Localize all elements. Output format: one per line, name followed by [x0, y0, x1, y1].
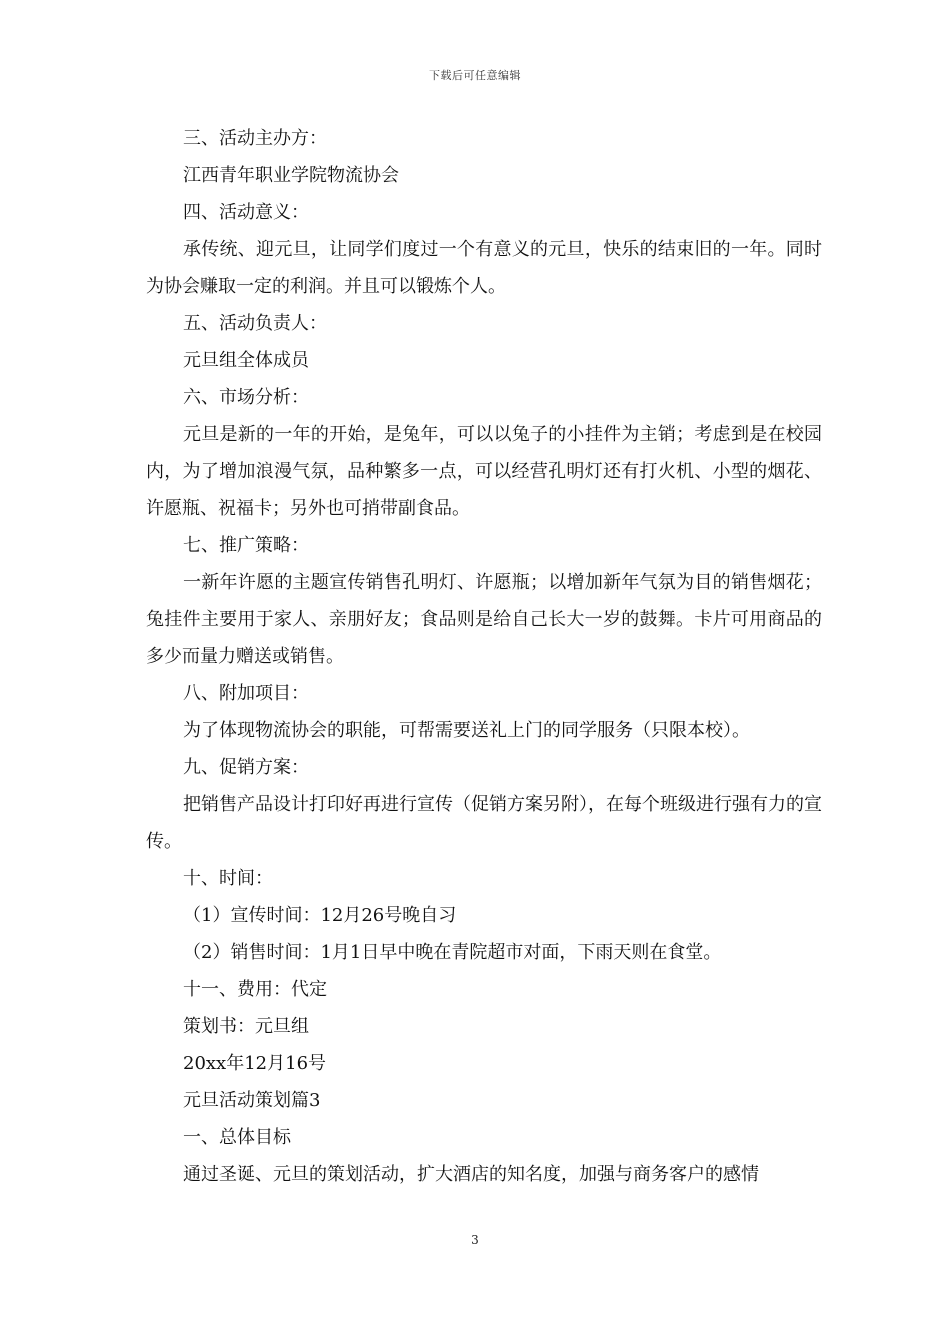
paragraph-time-2: （2）销售时间：1月1日早中晚在青院超市对面，下雨天则在食堂。 [183, 942, 722, 963]
paragraph-planner: 策划书：元旦组 [183, 1016, 309, 1037]
paragraph-significance-heading: 四、活动意义： [183, 202, 309, 223]
paragraph-time-heading: 十、时间： [183, 868, 273, 889]
paragraph-significance: 承传统、迎元旦，让同学们度过一个有意义的元旦，快乐的结束旧的一年。同时为协会赚取一定的利润。并且可以锻炼个人。 [146, 239, 822, 297]
paragraph-market: 元旦是新的一年的开始，是兔年，可以以兔子的小挂件为主销；考虑到是在校园内，为了增加浪漫气氛，品种繁多一点，可以经营孔明灯还有打火机、小型的烟花、许愿瓶、祝福卡；另外也可捎带副食品。 [146, 424, 822, 519]
header-note: 下载后可任意编辑 [429, 69, 521, 82]
paragraph-goal: 通过圣诞、元旦的策划活动，扩大酒店的知名度，加强与商务客户的感情 [183, 1164, 759, 1185]
paragraph-leader: 元旦组全体成员 [183, 350, 309, 371]
paragraph-organizer-heading: 三、活动主办方： [183, 128, 327, 149]
paragraph-sales-plan-heading: 九、促销方案： [183, 757, 309, 778]
paragraph-section-title: 元旦活动策划篇3 [183, 1090, 321, 1111]
page-number: 3 [471, 1233, 479, 1247]
paragraph-sales-plan: 把销售产品设计打印好再进行宣传（促销方案另附），在每个班级进行强有力的宣传。 [146, 794, 822, 852]
paragraph-cost: 十一、费用：代定 [183, 979, 327, 1000]
paragraph-date: 20xx年12月16号 [183, 1053, 327, 1074]
paragraph-organizer: 江西青年职业学院物流协会 [183, 165, 399, 186]
paragraph-extra-heading: 八、附加项目： [183, 683, 309, 704]
paragraph-extra: 为了体现物流协会的职能，可帮需要送礼上门的同学服务（只限本校）。 [183, 720, 750, 741]
document-body [146, 120, 822, 1193]
paragraph-leader-heading: 五、活动负责人： [183, 313, 327, 334]
paragraph-goal-heading: 一、总体目标 [183, 1127, 291, 1148]
paragraph-time-1: （1）宣传时间：12月26号晚自习 [183, 905, 457, 926]
paragraph-promotion-heading: 七、推广策略： [183, 535, 309, 556]
paragraph-market-heading: 六、市场分析： [183, 387, 309, 408]
paragraph-promotion: 一新年许愿的主题宣传销售孔明灯、许愿瓶；以增加新年气氛为目的销售烟花；兔挂件主要用于家人、亲朋好友；食品则是给自己长大一岁的鼓舞。卡片可用商品的多少而量力赠送或销售。 [146, 572, 822, 667]
